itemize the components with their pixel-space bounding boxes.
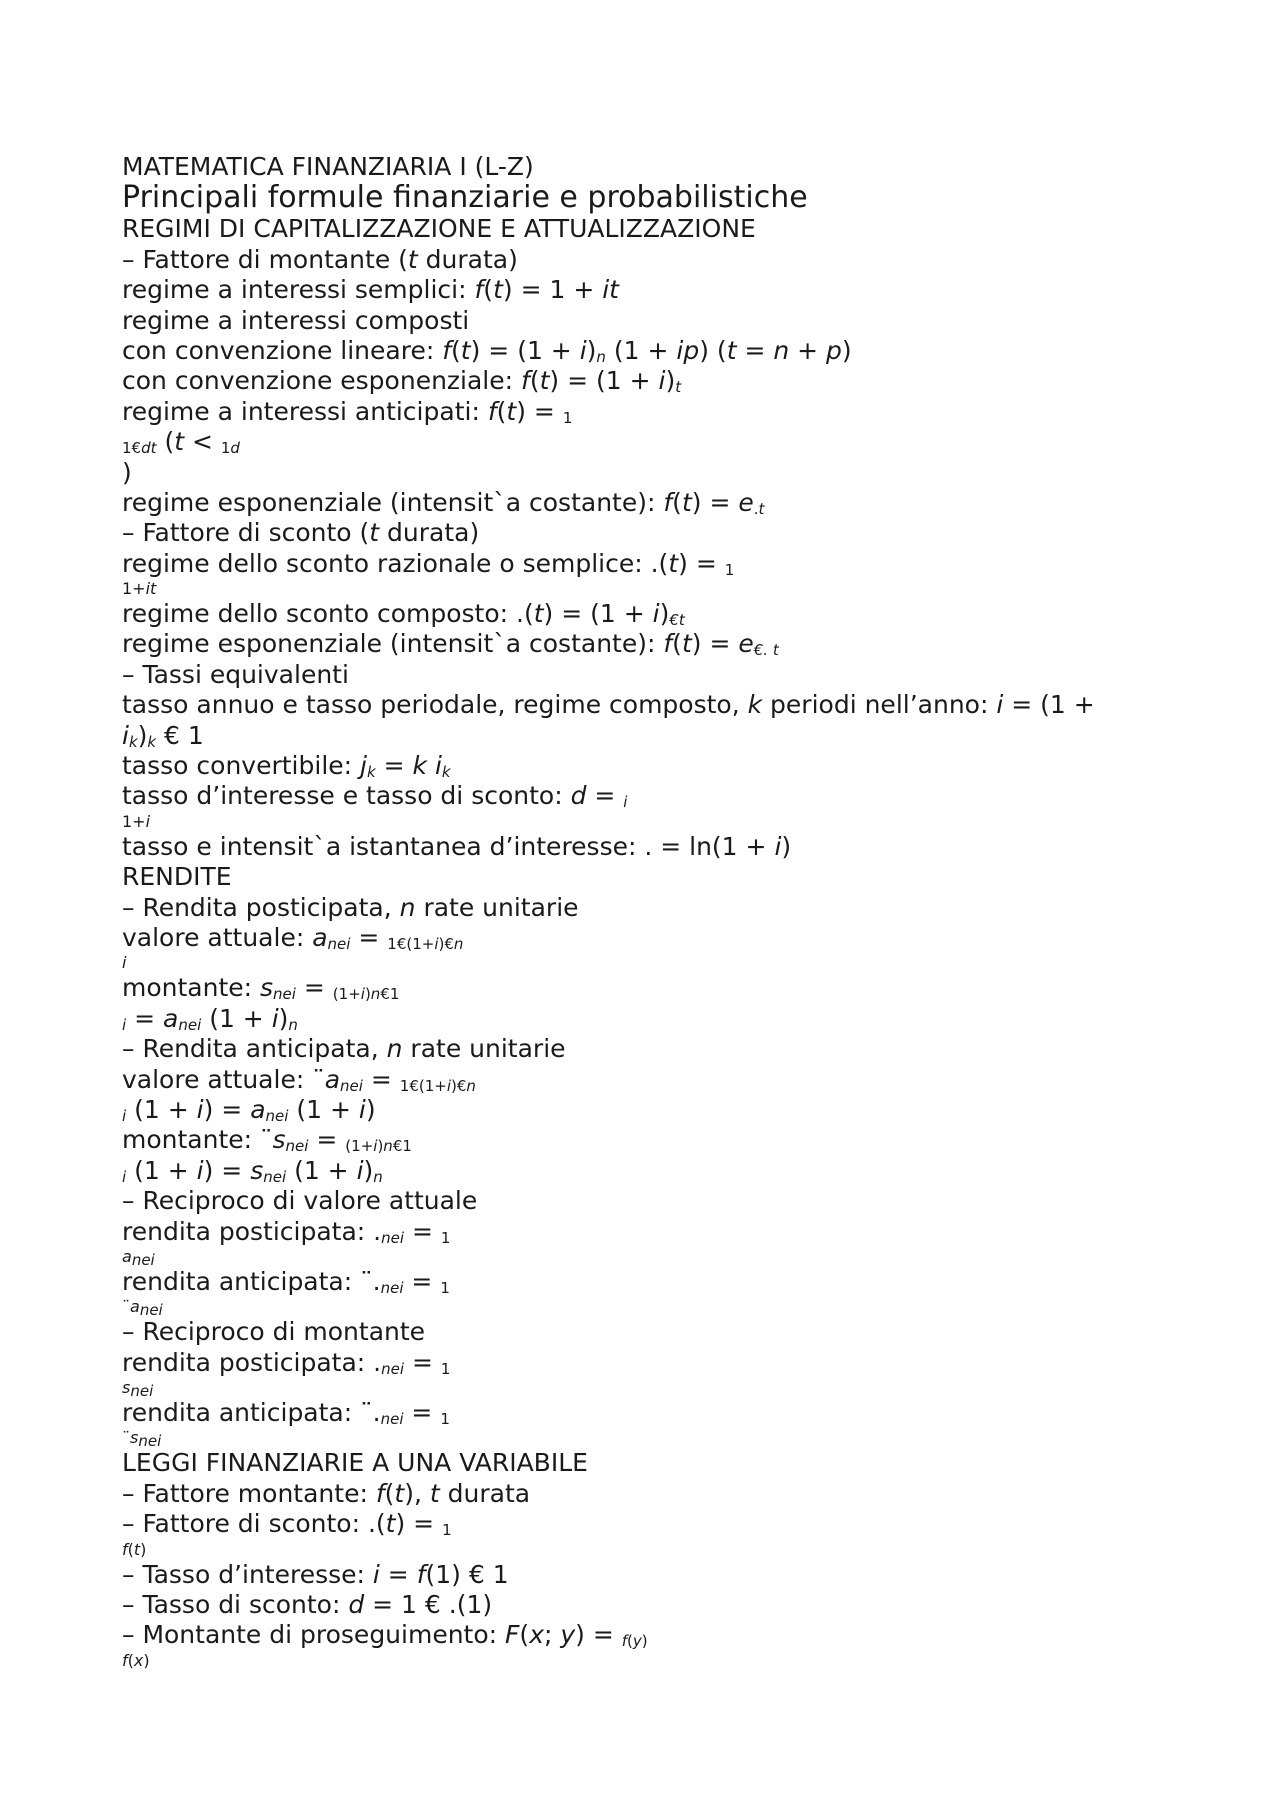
- section-heading-leggi: LEGGI FINANZIARIE A UNA VARIABILE: [122, 1448, 588, 1478]
- formula-line: $_i$ $(1 + i) = s_{nei}$ $(1 + i)_n$: [122, 1155, 383, 1186]
- formula-line: – Montante di proseguimento: F(x; y) = $_{f(y)}$: [122, 1620, 648, 1651]
- course-title: MATEMATICA FINANZIARIA I (L-Z): [122, 152, 534, 181]
- formula-line: tasso convertibile: $j_k = k$ $i_k$: [122, 751, 451, 782]
- formula-line: regime a interessi anticipati: f(t) = $_1$: [122, 396, 573, 427]
- formula-line: – Fattore montante: f(t), t durata: [122, 1478, 531, 1508]
- formula-denominator: ¨snei: [122, 1428, 162, 1451]
- formula-line: – Rendita posticipata, n rate unitarie: [122, 892, 579, 922]
- formula-line: valore attuale: $¨a_{nei} = _{1€(1+i)€n}$: [122, 1064, 476, 1095]
- formula-line: rendita posticipata: $._{nei} = _1$: [122, 1216, 451, 1247]
- formula-denominator: f(x): [122, 1650, 150, 1670]
- formula-line: regime dello sconto razionale o semplice: .(t) = $_1$: [122, 548, 735, 579]
- formula-denominator: i: [122, 953, 127, 973]
- formula-line: regime esponenziale (intensit`a costante): $f(t) = e_{.t}$: [122, 487, 765, 518]
- formula-line: rendita posticipata: $._{nei} = _1$: [122, 1347, 451, 1378]
- formula-line: regime a interessi composti: [122, 305, 470, 335]
- formula-fragment: ): [122, 457, 132, 487]
- formula-line: – Fattore di montante (t durata): [122, 244, 518, 274]
- formula-line: tasso e intensit`a istantanea d’interesse: . = ln(1 + i): [122, 831, 792, 861]
- formula-line: regime a interessi semplici: f(t) = 1 + it: [122, 275, 619, 305]
- formula-denominator: 1+i: [122, 811, 151, 831]
- formula-line: – Reciproco di valore attuale: [122, 1186, 478, 1216]
- formula-line: montante: $s_{nei} = _{(1+i)n€1}$: [122, 973, 400, 1004]
- formula-line: – Fattore di sconto (t durata): [122, 518, 480, 548]
- formula-line: – Tasso d’interesse: i = f(1) € 1: [122, 1559, 509, 1589]
- section-heading-regimi: REGIMI DI CAPITALIZZAZIONE E ATTUALIZZAZIONE: [122, 214, 756, 244]
- formula-fragment: $_{1€dt}$ (t < $_{1d}$: [122, 427, 240, 458]
- formula-line: rendita anticipata: $¨._{nei} = _1$: [122, 1398, 450, 1429]
- formula-line: tasso d’interesse e tasso di sconto: d = $_i$: [122, 781, 628, 812]
- formula-line: $_i = a_{nei}$ $(1 + i)_n$: [122, 1003, 298, 1034]
- formula-line: $_i$ $(1 + i) = a_{nei}$ (1 + i): [122, 1094, 376, 1125]
- formula-denominator: anei: [122, 1246, 155, 1269]
- formula-line: – Fattore di sconto: .(t) = $_1$: [122, 1509, 452, 1540]
- formula-line: – Rendita anticipata, n rate unitarie: [122, 1034, 566, 1064]
- formula-line: – Tasso di sconto: d = 1 € .(1): [122, 1590, 493, 1620]
- document-page: [122, 152, 1182, 1671]
- formula-line: $i_k)_k$ € 1: [122, 720, 204, 751]
- formula-denominator: f(t): [122, 1539, 147, 1559]
- formula-denominator: ¨anei: [122, 1297, 163, 1320]
- formula-line: rendita anticipata: $¨._{nei} = _1$: [122, 1266, 450, 1297]
- formula-line: – Tassi equivalenti: [122, 659, 349, 689]
- document-title: Principali formule finanziarie e probabilistiche: [122, 180, 808, 216]
- section-heading-rendite: RENDITE: [122, 862, 232, 892]
- formula-line: – Reciproco di montante: [122, 1317, 426, 1347]
- formula-denominator: snei: [122, 1378, 154, 1401]
- formula-line: montante: $¨s_{nei} = _{(1+i)n€1}$: [122, 1125, 412, 1156]
- formula-line: regime esponenziale (intensit`a costante): $f(t) = e_{€. t}$: [122, 629, 779, 660]
- formula-line: valore attuale: $a_{nei} = _{1€(1+i)€n}$: [122, 922, 464, 953]
- formula-line: regime dello sconto composto: $.(t) = (1 + i)_{€t}$: [122, 599, 685, 630]
- formula-line: con convenzione lineare: $f(t) = (1 + i)_n$ (1 + ip) (t = n + p): [122, 335, 852, 366]
- formula-line: tasso annuo e tasso periodale, regime composto, k periodi nell’anno: i = (1 +: [122, 690, 1095, 720]
- formula-line: con convenzione esponenziale: $f(t) = (1 + i)_t$: [122, 366, 682, 397]
- formula-denominator: 1+it: [122, 579, 157, 599]
